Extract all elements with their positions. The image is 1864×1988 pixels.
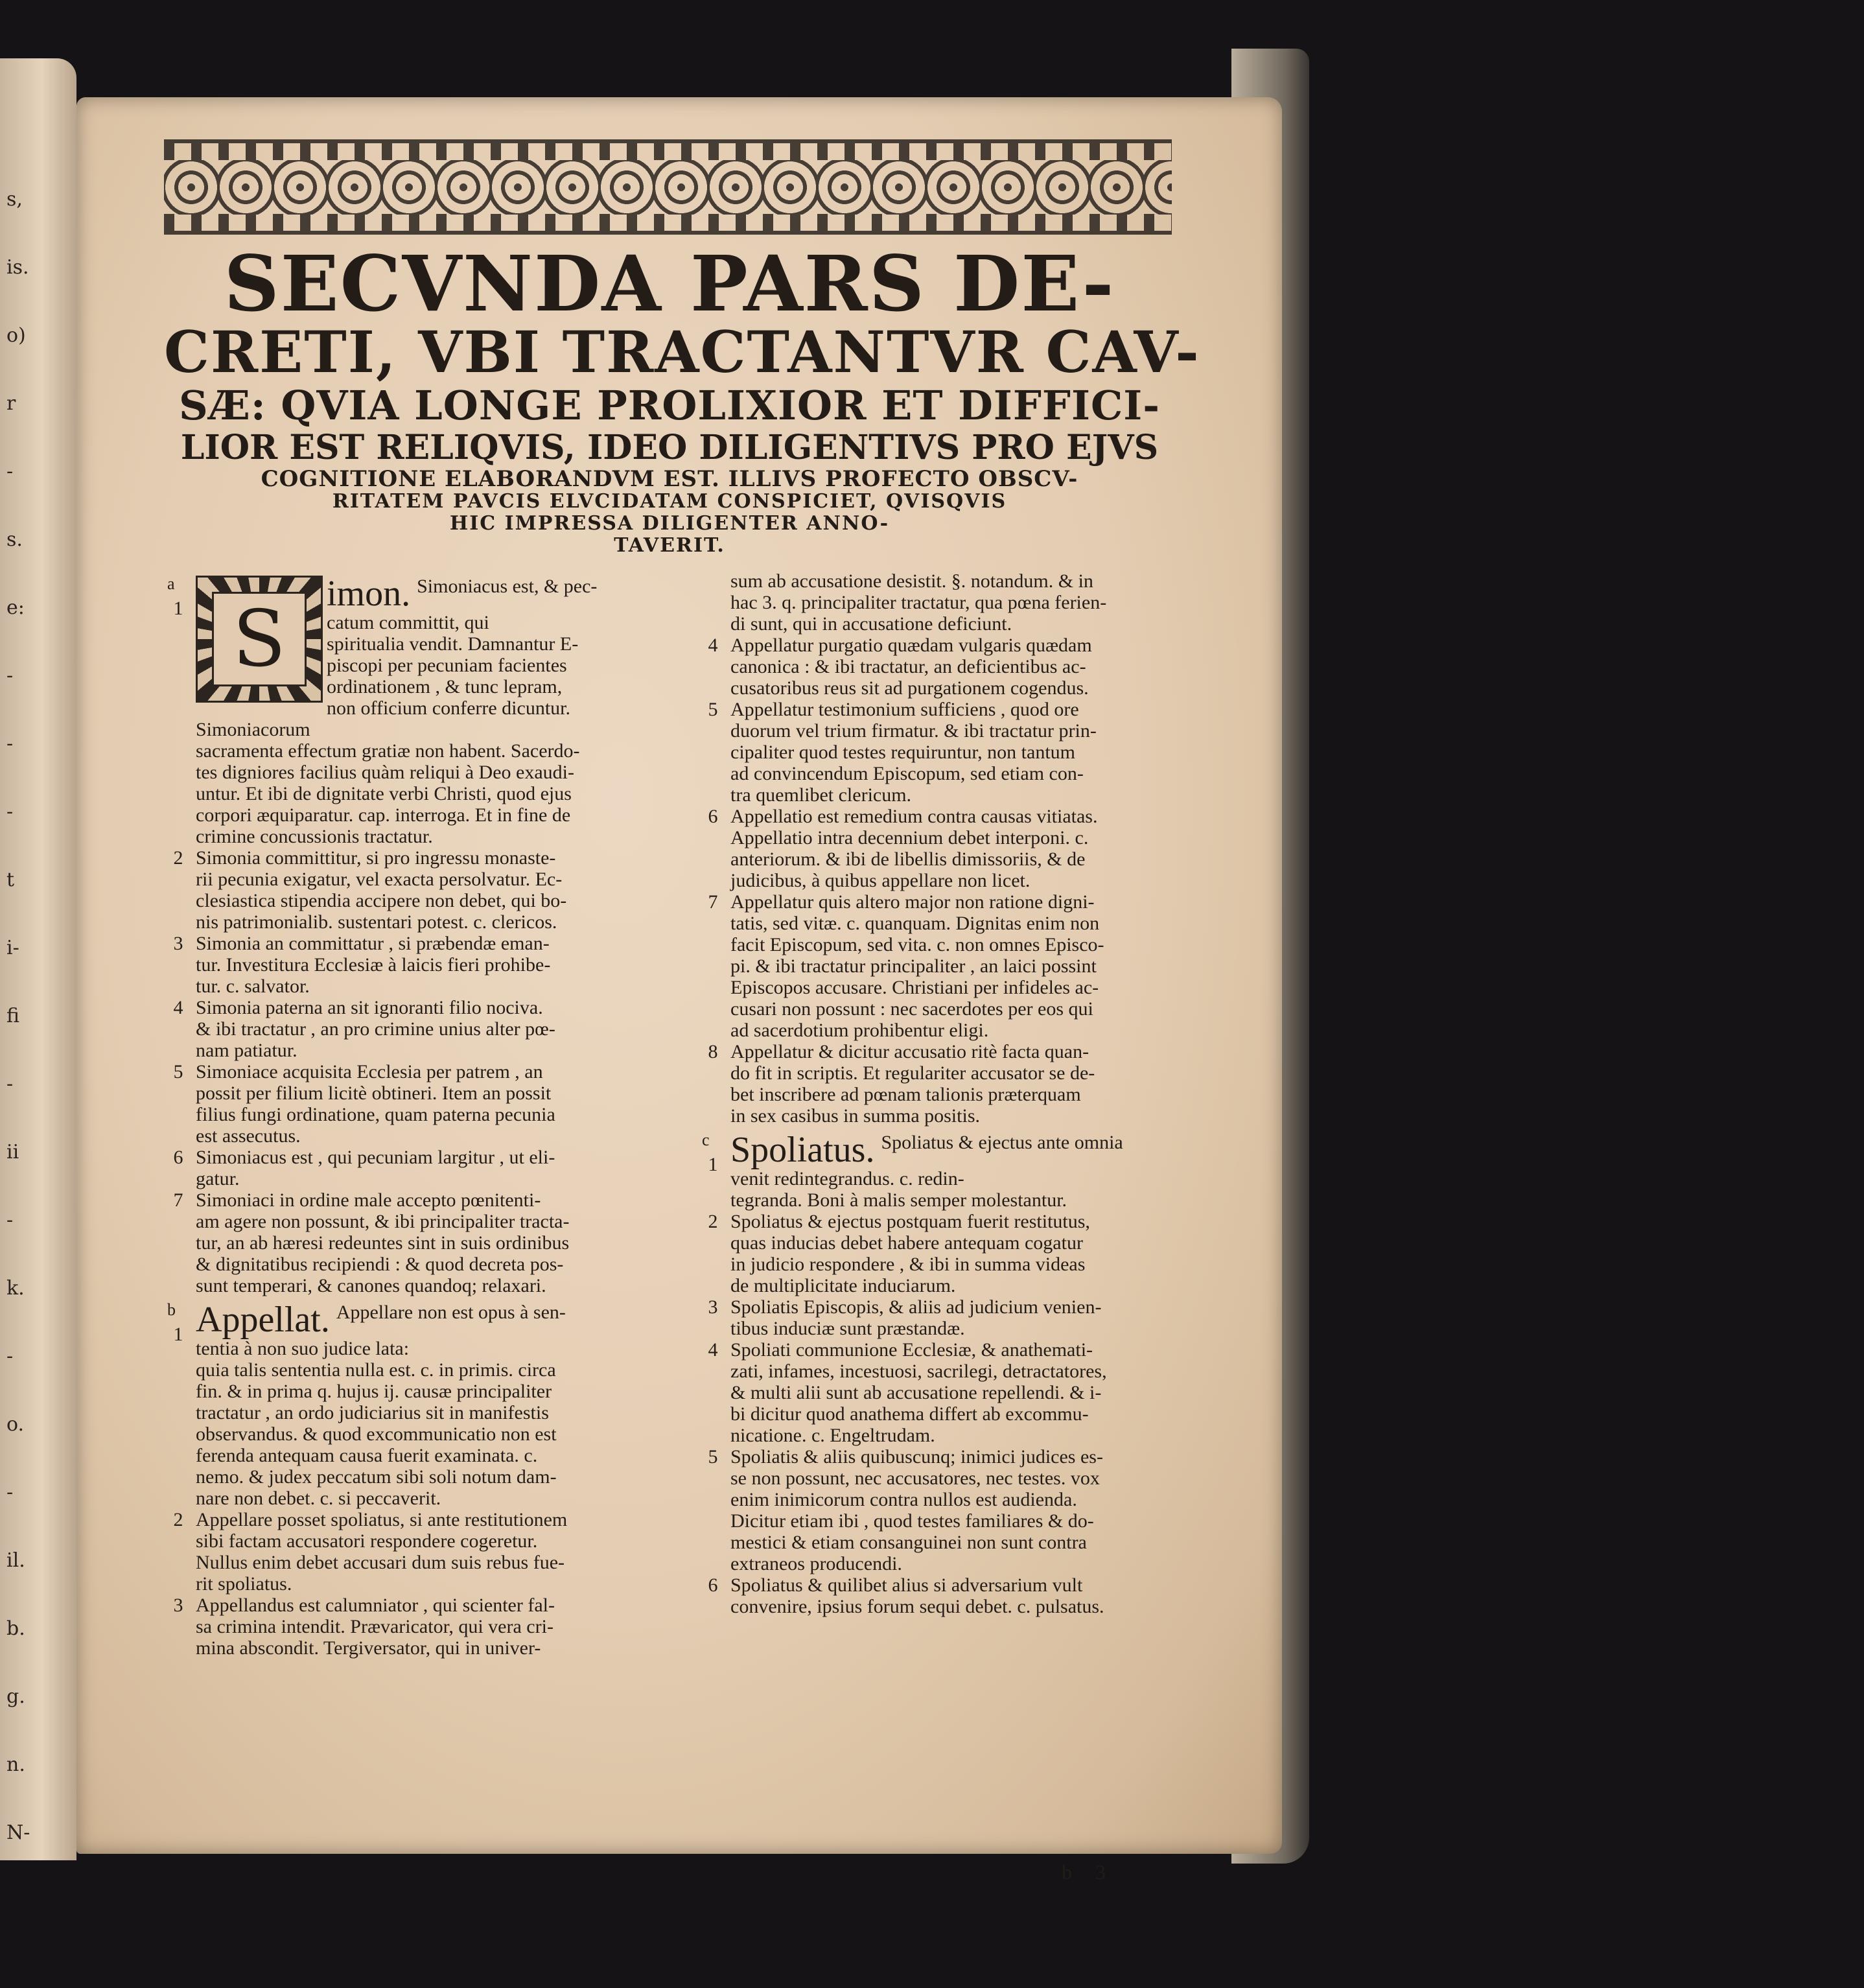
entry-line: duorum vel trium firmatur. & ibi tractatur prin- bbox=[730, 720, 1097, 742]
entry-item bbox=[702, 806, 1220, 891]
entry-line: tra quemlibet clericum. bbox=[730, 784, 912, 806]
entry-line: & dignitatibus recipiendi : & quod decreta pos- bbox=[196, 1254, 564, 1275]
entry-item bbox=[167, 997, 673, 1061]
section-line: spiritualia vendit. Damnantur E- bbox=[327, 633, 579, 655]
entry-number: 5 bbox=[708, 699, 718, 720]
entry-item bbox=[702, 635, 1220, 699]
entry-line: Nullus enim debet accusari dum suis rebus fue- bbox=[196, 1552, 565, 1573]
entry-number: 5 bbox=[173, 1061, 183, 1082]
entry-line: gatur. bbox=[196, 1168, 240, 1189]
entry-line: quas inducias debet habere antequam cogatur bbox=[730, 1232, 1083, 1254]
entry-item bbox=[167, 847, 673, 933]
entry-item bbox=[702, 1446, 1220, 1574]
entry-number: 1 bbox=[173, 1324, 183, 1345]
title-line-3: SÆ: QVIA LONGE PROLIXIOR ET DIFFICI- bbox=[178, 382, 1161, 429]
entry-line: Simoniace acquisita Ecclesia per patrem , an bbox=[196, 1061, 543, 1082]
entry-line: canonica : & ibi tractatur, an deficientibus ac- bbox=[730, 656, 1086, 677]
left-page-fragment: o) bbox=[6, 324, 26, 347]
entry-line: enim inimicorum contra nullos est audienda. bbox=[730, 1489, 1077, 1510]
entry-line: in judicio respondere , & ibi in summa videas bbox=[730, 1254, 1086, 1275]
entry-line: mestici & etiam consanguinei non sunt contra bbox=[730, 1532, 1087, 1553]
continuation-text bbox=[702, 570, 1220, 635]
entry-item bbox=[702, 891, 1220, 1041]
entry-item bbox=[702, 1339, 1220, 1446]
entry-line: Simonia committitur, si pro ingressu monaste- bbox=[196, 847, 556, 869]
section-heading: Spoliatus. bbox=[730, 1130, 875, 1170]
entry-line: judicibus, à quibus appellare non licet. bbox=[730, 870, 1031, 891]
entry-number: 7 bbox=[173, 1189, 183, 1211]
left-page-fragment: N- bbox=[6, 1821, 30, 1844]
entry-line: am agere non possunt, & ibi principaliter tracta- bbox=[196, 1211, 570, 1232]
entry-line: do fit in scriptis. Et regulariter accusator se de- bbox=[730, 1062, 1095, 1084]
section-line: Spoliatus & ejectus ante omnia bbox=[881, 1132, 1123, 1153]
entry-line: sibi factam accusatori respondere cogeretur. bbox=[196, 1530, 538, 1552]
entry-text bbox=[196, 997, 673, 1061]
section-line: nare non debet. c. si peccaverit. bbox=[196, 1488, 441, 1509]
entry-text bbox=[730, 806, 1220, 891]
entry-line: Spoliati communione Ecclesiæ, & anathemati- bbox=[730, 1339, 1093, 1361]
section-first-entry bbox=[702, 1132, 1220, 1211]
section-line: quia talis sententia nulla est. c. in primis. circa bbox=[196, 1359, 556, 1381]
entry-line: sa crimina intendit. Prævaricator, qui vera cri- bbox=[196, 1616, 553, 1637]
section-line: crimine concussionis tractatur. bbox=[196, 826, 433, 847]
continuation-line: hac 3. q. principaliter tractatur, qua pœna ferien- bbox=[730, 592, 1107, 613]
entry-line: bet inscribere ad pœnam talionis præterquam bbox=[730, 1084, 1081, 1105]
section-line: tegranda. Boni à malis semper molestantur. bbox=[730, 1189, 1067, 1211]
entry-number: 3 bbox=[708, 1296, 718, 1318]
section-line: venit redintegrandus. c. redin- bbox=[730, 1168, 964, 1189]
left-page-fragment: b. bbox=[6, 1617, 25, 1640]
entry-line: rii pecunia exigatur, vel exacta persolvatur. Ec- bbox=[196, 869, 563, 890]
entry-line: pi. & ibi tractatur principaliter , an laici possint bbox=[730, 955, 1097, 977]
left-page-fragment: s, bbox=[6, 188, 23, 211]
section-line: Appellare non est opus à sen- bbox=[336, 1302, 566, 1323]
entry-number: 2 bbox=[173, 847, 183, 869]
entry-line: Appellatur & dicitur accusatio ritè facta quan- bbox=[730, 1041, 1089, 1062]
section-block bbox=[702, 1132, 1220, 1211]
left-page-fragment: ii bbox=[6, 1141, 19, 1164]
continuation-line: di sunt, qui in accusatione deficiunt. bbox=[730, 613, 1012, 635]
entry-line: Dicitur etiam ibi , quod testes familiares & do- bbox=[730, 1510, 1094, 1532]
section-line: tentia à non suo judice lata: bbox=[196, 1338, 410, 1359]
left-page-fragment: e: bbox=[6, 596, 25, 619]
entry-item bbox=[167, 1189, 673, 1296]
section-heading: imon. bbox=[327, 574, 411, 614]
section-line: tes digniores facilius quàm reliqui à Deo exaudi- bbox=[196, 762, 574, 783]
entry-text bbox=[730, 1574, 1220, 1617]
entry-text bbox=[730, 1339, 1220, 1446]
left-page-fragment: r bbox=[6, 392, 16, 415]
facing-left-page bbox=[0, 58, 76, 1860]
entry-line: ad convincendum Episcopum, sed etiam con- bbox=[730, 763, 1084, 784]
left-page-fragment: is. bbox=[6, 256, 29, 279]
entry-line: bi dicitur quod anathema differt ab excommu- bbox=[730, 1403, 1089, 1425]
entry-number: 3 bbox=[173, 1595, 183, 1616]
entry-line: tibus induciæ sunt præstandæ. bbox=[730, 1318, 965, 1339]
title-line-1: SECVNDA PARS DE- bbox=[224, 239, 1115, 329]
title-line-8: TAVERIT. bbox=[614, 534, 725, 557]
section-letter: c bbox=[702, 1130, 710, 1149]
entry-number: 4 bbox=[173, 997, 183, 1018]
entry-number: 7 bbox=[708, 891, 718, 913]
entry-text bbox=[196, 1189, 673, 1296]
title-line-6: RITATEM PAVCIS ELVCIDATAM CONSPICIET, QVISQVIS bbox=[332, 490, 1007, 513]
right-column bbox=[702, 570, 1220, 1617]
continuation-line: sum ab accusatione desistit. §. notandum. & in bbox=[730, 570, 1093, 592]
section-first-entry bbox=[167, 1302, 673, 1509]
entry-line: Simonia paterna an sit ignoranti filio nociva. bbox=[196, 997, 543, 1018]
entry-line: Appellandus est calumniator , qui scienter fal- bbox=[196, 1595, 555, 1616]
entry-line: in sex casibus in summa positis. bbox=[730, 1105, 980, 1127]
entry-number: 2 bbox=[173, 1509, 183, 1530]
entry-line: tatis, sed vitæ. c. quanquam. Dignitas enim non bbox=[730, 913, 1100, 934]
left-page-fragment: il. bbox=[6, 1549, 25, 1572]
entry-item bbox=[167, 933, 673, 997]
left-page-fragment: - bbox=[6, 460, 14, 483]
entry-text bbox=[196, 1509, 673, 1595]
signature-mark: b 3 bbox=[1062, 1860, 1115, 1884]
section-line: catum committit, qui bbox=[327, 612, 489, 633]
decorated-initial bbox=[196, 576, 323, 703]
ornamental-header-band bbox=[164, 139, 1172, 235]
entry-text bbox=[196, 1147, 673, 1189]
section-block bbox=[167, 576, 673, 847]
section-letter: b bbox=[167, 1300, 176, 1319]
entry-text bbox=[196, 933, 673, 997]
entry-text bbox=[730, 1296, 1220, 1339]
left-page-fragment: t bbox=[6, 869, 15, 891]
entry-number: 1 bbox=[708, 1154, 718, 1175]
entry-line: Spoliatus & quilibet alius si adversarium vult bbox=[730, 1574, 1083, 1596]
entry-line: & multi alii sunt ab accusatione repellendi. & i- bbox=[730, 1382, 1102, 1403]
left-page-fragment: - bbox=[6, 801, 14, 823]
entry-number: 4 bbox=[708, 635, 718, 656]
section-body bbox=[730, 1132, 1220, 1211]
entry-line: est assecutus. bbox=[196, 1125, 301, 1147]
entry-line: cusari non possunt : nec sacerdotes per eos qui bbox=[730, 998, 1093, 1020]
entry-number: 3 bbox=[173, 933, 183, 954]
entry-text bbox=[196, 1595, 673, 1659]
title-line-4: LIOR EST RELIQVIS, IDEO DILIGENTIVS PRO EJVS bbox=[180, 428, 1159, 467]
entry-line: facit Episcopum, sed vita. c. non omnes Episco- bbox=[730, 934, 1104, 955]
entry-line: Spoliatus & ejectus postquam fuerit restitutus, bbox=[730, 1211, 1090, 1232]
entry-number: 6 bbox=[708, 806, 718, 827]
initial-letter: S bbox=[212, 592, 307, 686]
entry-number: 5 bbox=[708, 1446, 718, 1468]
entry-line: de multiplicitate induciarum. bbox=[730, 1275, 956, 1296]
entry-line: Appellatur quis altero major non ratione digni- bbox=[730, 891, 1095, 913]
book-page bbox=[76, 97, 1282, 1884]
left-page-fragment: n. bbox=[6, 1753, 25, 1776]
entry-item bbox=[167, 1147, 673, 1189]
entry-item bbox=[702, 1041, 1220, 1127]
title-line-7: HIC IMPRESSA DILIGENTER ANNO- bbox=[449, 512, 890, 535]
left-page-fragment: o. bbox=[6, 1413, 25, 1436]
entry-line: extraneos producendi. bbox=[730, 1553, 902, 1574]
entry-text bbox=[730, 1211, 1220, 1296]
entry-line: tur. Investitura Ecclesiæ à laicis fieri prohibe- bbox=[196, 954, 551, 976]
entry-line: Simoniacus est , qui pecuniam largitur , ut eli- bbox=[196, 1147, 555, 1168]
entry-item bbox=[702, 1574, 1220, 1617]
left-page-fragment: - bbox=[6, 664, 14, 687]
entry-number: 6 bbox=[173, 1147, 183, 1168]
section-line: fin. & in prima q. hujus ij. causæ principaliter bbox=[196, 1381, 552, 1402]
left-page-fragment: - bbox=[6, 1073, 14, 1095]
entry-text bbox=[196, 847, 673, 933]
entry-item bbox=[702, 1211, 1220, 1296]
entry-line: tur. c. salvator. bbox=[196, 976, 310, 997]
section-body bbox=[196, 1302, 673, 1509]
entry-line: & ibi tractatur , an pro crimine unius alter pœ- bbox=[196, 1018, 555, 1040]
entry-item bbox=[702, 699, 1220, 806]
entry-line: Simoniaci in ordine male accepto pœnitenti- bbox=[196, 1189, 541, 1211]
section-line: non officium conferre dicuntur. Simoniacorum bbox=[196, 697, 570, 740]
entry-line: Appellatur testimonium sufficiens , quod ore bbox=[730, 699, 1079, 720]
entry-line: Simonia an committatur , si præbendæ eman- bbox=[196, 933, 550, 954]
section-line: sacramenta effectum gratiæ non habent. Sacerdo- bbox=[196, 740, 580, 762]
entry-line: filius fungi ordinatione, quam paterna pecunia bbox=[196, 1104, 555, 1125]
entry-number: 2 bbox=[708, 1211, 718, 1232]
entry-line: nam patiatur. bbox=[196, 1040, 297, 1061]
entry-line: cusatoribus reus sit ad purgationem cogendus. bbox=[730, 677, 1089, 699]
entry-text bbox=[196, 1061, 673, 1147]
entry-line: Appellatio intra decennium debet interponi. c. bbox=[730, 827, 1089, 848]
left-column bbox=[167, 570, 673, 1659]
entry-text bbox=[730, 891, 1220, 1041]
left-page-fragment: - bbox=[6, 1481, 14, 1504]
section-letter: a bbox=[167, 574, 175, 593]
section-line: tractatur , an ordo judiciarius sit in manifestis bbox=[196, 1402, 549, 1423]
entry-line: clesiastica stipendia accipere non debet, qui bo- bbox=[196, 890, 567, 911]
section-line: nemo. & judex peccatum sibi soli notum dam- bbox=[196, 1466, 557, 1488]
entry-text bbox=[730, 699, 1220, 806]
entry-number: 6 bbox=[708, 1574, 718, 1596]
left-page-fragment: - bbox=[6, 1209, 14, 1232]
entry-line: Episcopos accusare. Christiani per infideles ac- bbox=[730, 977, 1099, 998]
section-line: ferenda antequam causa fuerit examinata. c. bbox=[196, 1445, 538, 1466]
entry-line: ad sacerdotium prohibentur eligi. bbox=[730, 1020, 989, 1041]
entry-line: anteriorum. & ibi de libellis dimissoriis, & de bbox=[730, 848, 1086, 870]
entry-text bbox=[730, 1041, 1220, 1127]
entry-number: 1 bbox=[173, 598, 183, 619]
section-line: ordinationem , & tunc lepram, bbox=[327, 676, 563, 697]
entry-item bbox=[167, 1595, 673, 1659]
entry-item bbox=[702, 1296, 1220, 1339]
entry-line: nicatione. c. Engeltrudam. bbox=[730, 1425, 935, 1446]
left-page-fragment: g. bbox=[6, 1685, 25, 1708]
section-line: corpori æquiparatur. cap. interroga. Et in fine de bbox=[196, 804, 571, 826]
section-body bbox=[196, 576, 673, 847]
section-block bbox=[167, 1302, 673, 1509]
section-line: observandus. & quod excommunicatio non est bbox=[196, 1423, 557, 1445]
left-page-fragment: s. bbox=[6, 528, 23, 551]
section-line: piscopi per pecuniam facientes bbox=[327, 655, 567, 676]
section-heading: Appellat. bbox=[196, 1300, 330, 1340]
left-page-fragment: k. bbox=[6, 1277, 25, 1300]
title-line-5: COGNITIONE ELABORANDVM EST. ILLIVS PROFECTO OBSCV- bbox=[261, 466, 1078, 492]
entry-line: Spoliatis Episcopis, & aliis ad judicium venien- bbox=[730, 1296, 1102, 1318]
entry-number: 4 bbox=[708, 1339, 718, 1361]
entry-line: mina abscondit. Tergiversator, qui in univer- bbox=[196, 1637, 541, 1659]
entry-line: se non possunt, nec accusatores, nec testes. vox bbox=[730, 1468, 1100, 1489]
section-first-entry bbox=[167, 576, 673, 847]
left-page-fragment: i- bbox=[6, 937, 19, 959]
entry-line: possit per filium licitè obtineri. Item an possit bbox=[196, 1082, 552, 1104]
left-page-fragment: - bbox=[6, 1345, 14, 1368]
section-line: Simoniacus est, & pec- bbox=[417, 576, 598, 597]
left-page-fragment: - bbox=[6, 732, 14, 755]
entry-text bbox=[730, 1446, 1220, 1574]
entry-line: nis patrimonialib. sustentari potest. c. clericos. bbox=[196, 911, 557, 933]
entry-item bbox=[167, 1061, 673, 1147]
entry-line: cipaliter quod testes requiruntur, non tantum bbox=[730, 742, 1076, 763]
left-page-fragment: fi bbox=[6, 1005, 20, 1027]
entry-line: zati, infames, incestuosi, sacrilegi, detractatores, bbox=[730, 1361, 1107, 1382]
entry-line: Spoliatis & aliis quibuscunq; inimici judices es- bbox=[730, 1446, 1103, 1468]
entry-text bbox=[730, 635, 1220, 699]
entry-line: rit spoliatus. bbox=[196, 1573, 292, 1595]
entry-line: convenire, ipsius forum sequi debet. c. pulsatus. bbox=[730, 1596, 1104, 1617]
entry-item bbox=[167, 1509, 673, 1595]
entry-number: 8 bbox=[708, 1041, 718, 1062]
title-line-2: CRETI, VBI TRACTANTVR CAV- bbox=[164, 318, 1200, 386]
entry-line: Appellatio est remedium contra causas vitiatas. bbox=[730, 806, 1098, 827]
entry-line: Appellatur purgatio quædam vulgaris quædam bbox=[730, 635, 1092, 656]
section-line: untur. Et ibi de dignitate verbi Christi, quod ejus bbox=[196, 783, 572, 804]
entry-line: tur, an ab hæresi redeuntes sint in suis ordinibus bbox=[196, 1232, 570, 1254]
entry-line: sunt temperari, & canones quandoq; relaxari. bbox=[196, 1275, 546, 1296]
entry-line: Appellare posset spoliatus, si ante restitutionem bbox=[196, 1509, 568, 1530]
